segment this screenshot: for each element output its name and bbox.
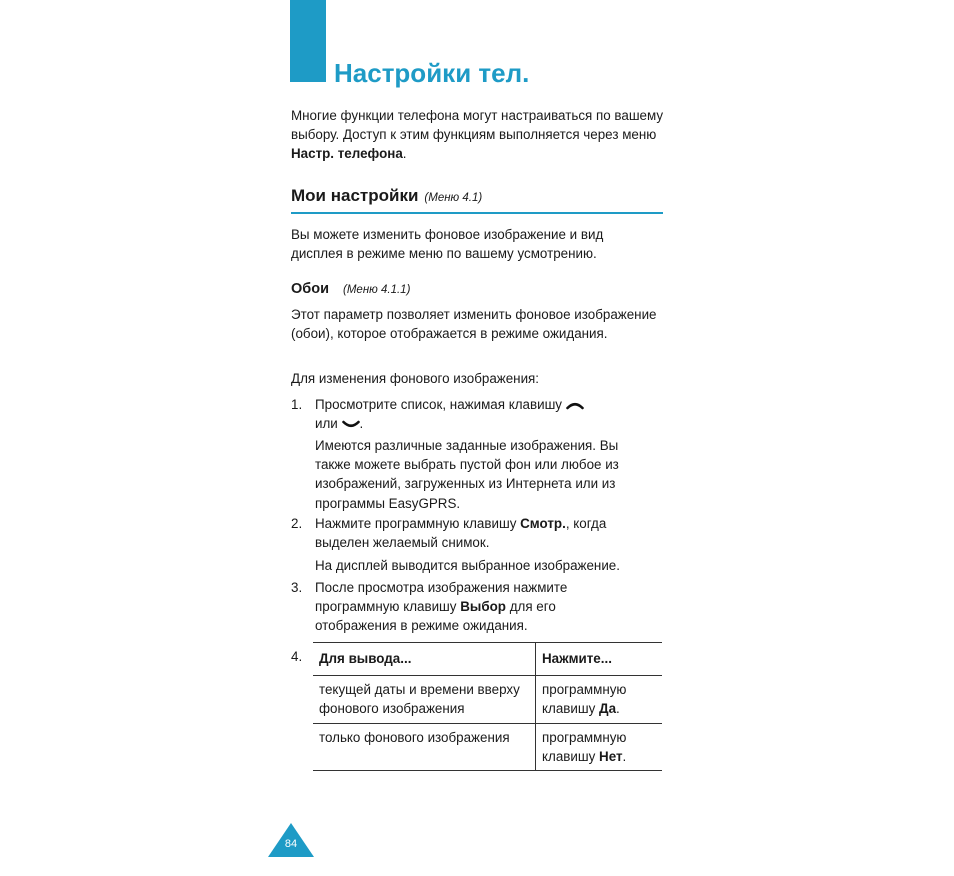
- intro-text: Многие функции телефона могут настраиваться по вашему выбору. Доступ к этим функциям выполняется через меню: [291, 108, 664, 143]
- table-cell-output: только фонового изображения: [313, 723, 536, 770]
- step-number: 1.: [291, 397, 303, 412]
- yes-soft-key-label: Да: [599, 701, 617, 717]
- subsection-heading: [291, 280, 410, 298]
- section-menu-ref: (Меню 4.1): [424, 192, 483, 204]
- section-heading: [291, 186, 663, 214]
- table-header-output: Для вывода...: [313, 643, 536, 676]
- page-number: 84: [284, 838, 298, 850]
- step-number: 2.: [291, 516, 303, 531]
- table-header-row: [313, 643, 662, 676]
- table-cell-press: [536, 676, 663, 723]
- step-1-or: или: [315, 416, 338, 432]
- chapter-accent-bar: [290, 0, 326, 82]
- step-3-instruction-end: для его отображения в режиме ожидания.: [315, 599, 556, 634]
- display-options-table: [313, 642, 662, 771]
- step-3-instruction: После просмотра изображения нажмите программную клавишу: [315, 580, 568, 615]
- press-text: программную клавишу: [542, 729, 627, 764]
- section-title: Мои настройки: [291, 186, 419, 205]
- page-number-badge: [267, 822, 315, 858]
- chapter-title: Настройки тел.: [334, 58, 530, 88]
- step-2-note: На дисплей выводится выбранное изображение.: [315, 558, 620, 573]
- section-description: Вы можете изменить фоновое изображение и вид дисплея в режиме меню по вашему усмотрению.: [291, 227, 604, 262]
- step-1-instruction: Просмотрите список, нажимая клавишу: [315, 397, 563, 412]
- subsection-lead: Для изменения фонового изображения:: [291, 371, 540, 386]
- press-text: программную клавишу: [542, 682, 627, 717]
- step-2-text: [315, 514, 650, 552]
- step-2-instruction: Нажмите программную клавишу: [315, 516, 521, 531]
- nav-up-key-icon: [566, 400, 584, 410]
- step-2-instruction-end: , когда выделен желаемый снимок.: [315, 516, 607, 551]
- no-soft-key-label: Нет: [599, 748, 623, 764]
- intro-text-end: .: [402, 146, 407, 162]
- table-row: [313, 676, 662, 723]
- table-header-press: Нажмите...: [542, 651, 612, 666]
- subsection-menu-ref: (Меню 4.1.1): [343, 284, 411, 296]
- step-number: 3.: [291, 580, 303, 595]
- step-1-text: [315, 395, 615, 433]
- step-3-text: [315, 578, 605, 636]
- subsection-description: Этот параметр позволяет изменить фоновое изображение (обои), которое отображается в режиме ожидания.: [291, 307, 657, 342]
- step-1-end: .: [359, 416, 364, 432]
- intro-menu-name: Настр. телефона: [291, 146, 403, 162]
- view-soft-key-label: Смотр.: [520, 516, 566, 531]
- table-cell-output: текущей даты и времени вверху фонового изображения: [313, 676, 536, 723]
- nav-down-key-icon: [342, 420, 360, 430]
- subsection-title: Обои: [291, 281, 330, 297]
- step-1-note: Имеются различные заданные изображения. Вы также можете выбрать пустой фон или любое из изображений, загруженных из Интернета или из программы EasyGPRS.: [315, 438, 619, 511]
- select-soft-key-label: Выбор: [460, 599, 506, 615]
- intro-paragraph: [291, 106, 666, 164]
- table-cell-press: [536, 723, 663, 770]
- press-end: .: [622, 748, 627, 764]
- step-number: 4.: [291, 649, 303, 664]
- press-end: .: [616, 701, 620, 717]
- table-row: [313, 723, 662, 770]
